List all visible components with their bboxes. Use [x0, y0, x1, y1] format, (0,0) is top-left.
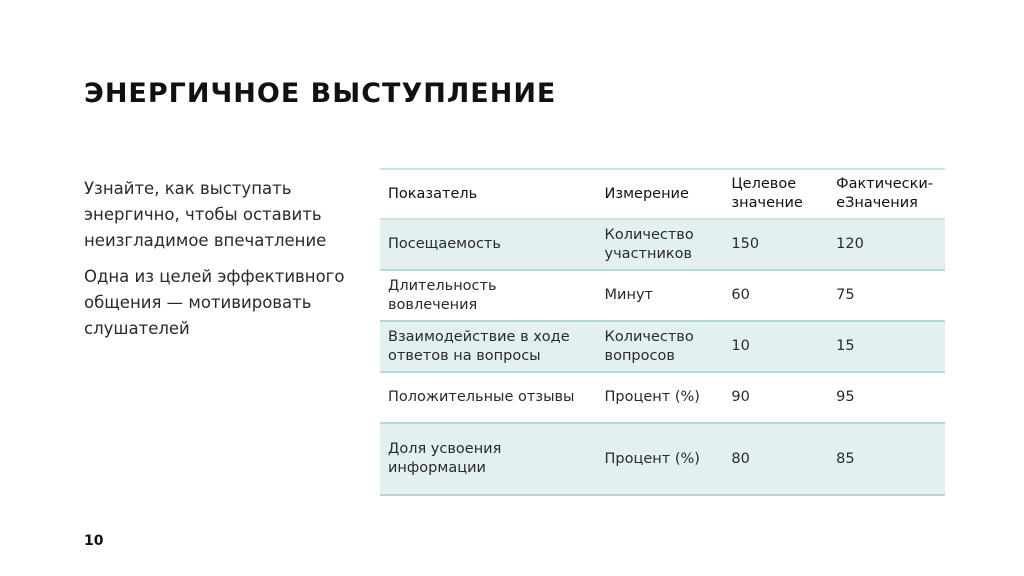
- page-number: 10: [84, 533, 104, 549]
- row-actual: 120: [836, 236, 864, 252]
- row-metric: Положительные отзывы: [388, 389, 575, 405]
- row-metric: Посещаемость: [388, 236, 501, 252]
- metrics-table: [380, 168, 945, 496]
- row-metric: Длительность вовлечения: [388, 277, 497, 313]
- row-actual: 95: [836, 389, 855, 405]
- header-measure: Измерение: [604, 185, 689, 202]
- row-measure: Минут: [604, 287, 653, 303]
- row-measure: Процент (%): [604, 450, 700, 467]
- row-target: 10: [731, 338, 750, 354]
- header-metric: Показатель: [388, 185, 478, 202]
- table-row: [380, 219, 945, 270]
- row-metric: Взаимодействие в ходе ответов на вопросы: [388, 328, 570, 364]
- row-target: 60: [731, 287, 750, 303]
- row-actual: 15: [836, 338, 855, 354]
- row-actual: 75: [836, 287, 855, 303]
- slide-title: ЭНЕРГИЧНОЕ ВЫСТУПЛЕНИЕ: [84, 78, 557, 109]
- intro-paragraph: Узнайте, как выступать энергично, чтобы оставить неизгладимое впечатление: [84, 179, 327, 250]
- table-row: [380, 321, 945, 372]
- intro-text: [84, 176, 354, 352]
- table-header-row: [380, 169, 945, 219]
- row-target: 80: [731, 450, 750, 467]
- row-metric: Доля усвоения информации: [388, 441, 502, 476]
- table-row: [380, 423, 945, 495]
- row-measure: Процент (%): [604, 389, 700, 405]
- row-actual: 85: [836, 450, 855, 467]
- table-row: [380, 372, 945, 423]
- header-actual: Фактически-еЗначения: [836, 176, 934, 211]
- table-row: [380, 270, 945, 321]
- row-target: 150: [731, 236, 760, 252]
- row-measure: Количество вопросов: [604, 328, 694, 364]
- row-target: 90: [731, 389, 750, 405]
- goal-paragraph: Одна из целей эффективного общения — мотивировать слушателей: [84, 267, 345, 338]
- header-target: Целевое значение: [731, 176, 803, 211]
- row-measure: Количество участников: [604, 226, 694, 262]
